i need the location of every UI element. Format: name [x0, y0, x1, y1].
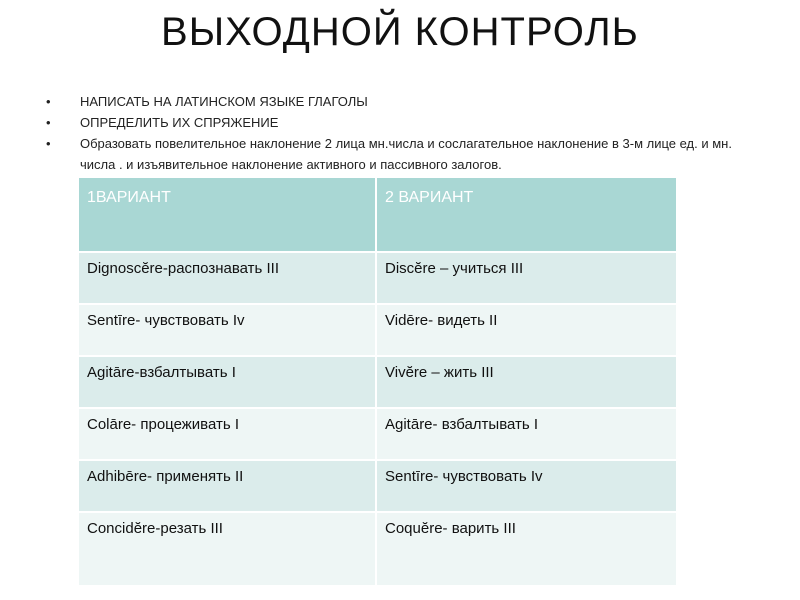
- header-variant-1: 1ВАРИАНТ: [79, 178, 376, 252]
- table-cell: Adhibēre- применять II: [79, 460, 376, 512]
- table-cell: Sentīre- чувствовать Iv: [79, 304, 376, 356]
- table-cell: Agitāre-взбалтывать I: [79, 356, 376, 408]
- table-cell: Colāre- процеживать I: [79, 408, 376, 460]
- table-cell: Coquĕre- варить III: [376, 512, 677, 586]
- table-cell: Vivĕre – жить III: [376, 356, 677, 408]
- table-row: [79, 304, 677, 356]
- table-row: [79, 460, 677, 512]
- variants-table: [79, 178, 678, 587]
- table-cell: Vidēre- видеть II: [376, 304, 677, 356]
- table-cell: Concidĕre-резать III: [79, 512, 376, 586]
- table-cell: Sentīre- чувствовать Iv: [376, 460, 677, 512]
- header-variant-2: 2 ВАРИАНТ: [376, 178, 677, 252]
- table-cell: Dignoscĕre-распознавать III: [79, 252, 376, 304]
- table-row: [79, 512, 677, 586]
- page-title: ВЫХОДНОЙ КОНТРОЛЬ: [161, 10, 639, 54]
- task-item: • ОПРЕДЕЛИТЬ ИХ СПРЯЖЕНИЕ: [46, 112, 766, 133]
- table-row: [79, 252, 677, 304]
- table-row: [79, 408, 677, 460]
- task-list: [46, 91, 766, 175]
- task-item: • Образовать повелительное наклонение 2 лица мн.числа и сослагательное наклонение в 3-м лице ед. и мн. числа . и изъявительное наклонение активного и пассивного залогов.: [46, 133, 766, 175]
- table-cell: Agitāre- взбалтывать I: [376, 408, 677, 460]
- table-cell: Discĕre – учиться III: [376, 252, 677, 304]
- table-row: [79, 356, 677, 408]
- task-item: • НАПИСАТЬ НА ЛАТИНСКОМ ЯЗЫКЕ ГЛАГОЛЫ: [46, 91, 766, 112]
- table-header-row: [79, 178, 677, 252]
